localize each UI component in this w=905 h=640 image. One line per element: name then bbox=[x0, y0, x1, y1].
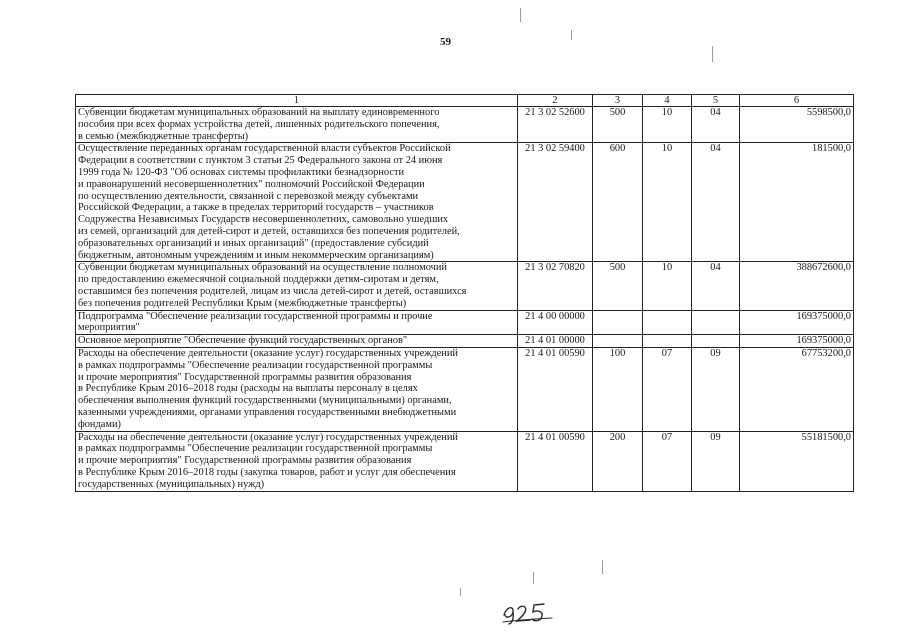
row-subsection: 04 bbox=[692, 107, 740, 143]
header-col-4: 4 bbox=[643, 95, 692, 107]
row-subsection: 04 bbox=[692, 143, 740, 262]
row-subsection: 09 bbox=[692, 347, 740, 431]
table-row bbox=[76, 310, 854, 335]
row-code: 21 4 01 00590 bbox=[518, 347, 593, 431]
scan-artifact bbox=[520, 8, 521, 22]
row-amount: 181500,0 bbox=[740, 143, 854, 262]
row-amount: 388672600,0 bbox=[740, 262, 854, 310]
row-description: Осуществление переданных органам государственной власти субъектов Российской Федерации в соответствии с пунктом 3 статьи 25 Федерального закона от 24 июня 1999 года № 120-ФЗ "Об основах системы профилактики безнадзорности и правонарушений несовершеннолетних" полномочий Российской Федерации по осуществлению деятельности, связанной с перевозкой между субъектами Российской Федерации, а также в пределах территорий государств – участников Содружества Независимых Государств несовершеннолетних, самовольно ушедших из семей, организаций для детей-сирот и детей, оставшихся без попечения родителей, образовательных организаций и иных организаций" (предоставление субсидий бюджетным, автономным учреждениям и иным некоммерческим организациям) bbox=[76, 143, 518, 262]
row-subsection bbox=[692, 335, 740, 348]
row-amount: 55181500,0 bbox=[740, 431, 854, 491]
row-section: 10 bbox=[643, 262, 692, 310]
row-section: 07 bbox=[643, 347, 692, 431]
row-amount: 169375000,0 bbox=[740, 335, 854, 348]
table-row bbox=[76, 107, 854, 143]
row-section: 07 bbox=[643, 431, 692, 491]
row-section: 10 bbox=[643, 107, 692, 143]
header-col-2: 2 bbox=[518, 95, 593, 107]
scan-artifact bbox=[602, 560, 603, 574]
header-col-5: 5 bbox=[692, 95, 740, 107]
row-amount: 5598500,0 bbox=[740, 107, 854, 143]
row-amount: 169375000,0 bbox=[740, 310, 854, 335]
row-amount: 67753200,0 bbox=[740, 347, 854, 431]
table-row bbox=[76, 262, 854, 310]
table-row bbox=[76, 143, 854, 262]
row-section: 10 bbox=[643, 143, 692, 262]
row-code: 21 4 00 00000 bbox=[518, 310, 593, 335]
row-code: 21 3 02 70820 bbox=[518, 262, 593, 310]
row-code: 21 4 01 00590 bbox=[518, 431, 593, 491]
scan-artifact bbox=[571, 30, 572, 40]
header-col-3: 3 bbox=[593, 95, 643, 107]
row-expense-type bbox=[593, 335, 643, 348]
row-code: 21 3 02 59400 bbox=[518, 143, 593, 262]
row-description: Подпрограмма "Обеспечение реализации государственной программы и прочие мероприятия" bbox=[76, 310, 518, 335]
handwritten-signature bbox=[500, 597, 560, 625]
budget-table bbox=[75, 94, 854, 492]
row-description: Расходы на обеспечение деятельности (оказание услуг) государственных учреждений в рамках подпрограммы "Обеспечение реализации государственной программы и прочие мероприятия" Государственной программы развития образования в Республике Крым 2016–2018 годы (закупка товаров, работ и услуг для обеспечения государственных (муниципальных) нужд) bbox=[76, 431, 518, 491]
row-subsection bbox=[692, 310, 740, 335]
page-number: 59 bbox=[440, 36, 451, 48]
row-description: Основное мероприятие "Обеспечение функций государственных органов" bbox=[76, 335, 518, 348]
row-code: 21 4 01 00000 bbox=[518, 335, 593, 348]
row-section bbox=[643, 335, 692, 348]
scan-artifact bbox=[460, 588, 461, 596]
header-col-1: 1 bbox=[76, 95, 518, 107]
scan-artifact bbox=[533, 572, 534, 584]
row-expense-type: 200 bbox=[593, 431, 643, 491]
table-row bbox=[76, 347, 854, 431]
row-description: Субвенции бюджетам муниципальных образований на выплату единовременного пособия при всех формах устройства детей, лишенных родительского попечения, в семью (межбюджетные трансферты) bbox=[76, 107, 518, 143]
row-expense-type: 500 bbox=[593, 262, 643, 310]
row-code: 21 3 02 52600 bbox=[518, 107, 593, 143]
row-expense-type: 500 bbox=[593, 107, 643, 143]
row-subsection: 09 bbox=[692, 431, 740, 491]
row-description: Расходы на обеспечение деятельности (оказание услуг) государственных учреждений в рамках подпрограммы "Обеспечение реализации государственной программы и прочие мероприятия" Государственной программы развития образования в Республике Крым 2016–2018 годы (расходы на выплаты персоналу в целях обеспечения выполнения функций государственными (муниципальными) органами, казенными учреждениями, органами управления государственными внебюджетными фондами) bbox=[76, 347, 518, 431]
table-row bbox=[76, 335, 854, 348]
row-expense-type: 600 bbox=[593, 143, 643, 262]
scan-artifact bbox=[712, 46, 713, 62]
header-row bbox=[76, 95, 854, 107]
row-section bbox=[643, 310, 692, 335]
header-col-6: 6 bbox=[740, 95, 854, 107]
row-expense-type: 100 bbox=[593, 347, 643, 431]
table-row bbox=[76, 431, 854, 491]
row-subsection: 04 bbox=[692, 262, 740, 310]
row-description: Субвенции бюджетам муниципальных образований на осуществление полномочий по предоставлению ежемесячной социальной поддержки детям-сиротам и детям, оставшимся без попечения родителей, лицам из числа детей-сирот и детей, оставшихся без попечения родителей Республики Крым (межбюджетные трансферты) bbox=[76, 262, 518, 310]
row-expense-type bbox=[593, 310, 643, 335]
